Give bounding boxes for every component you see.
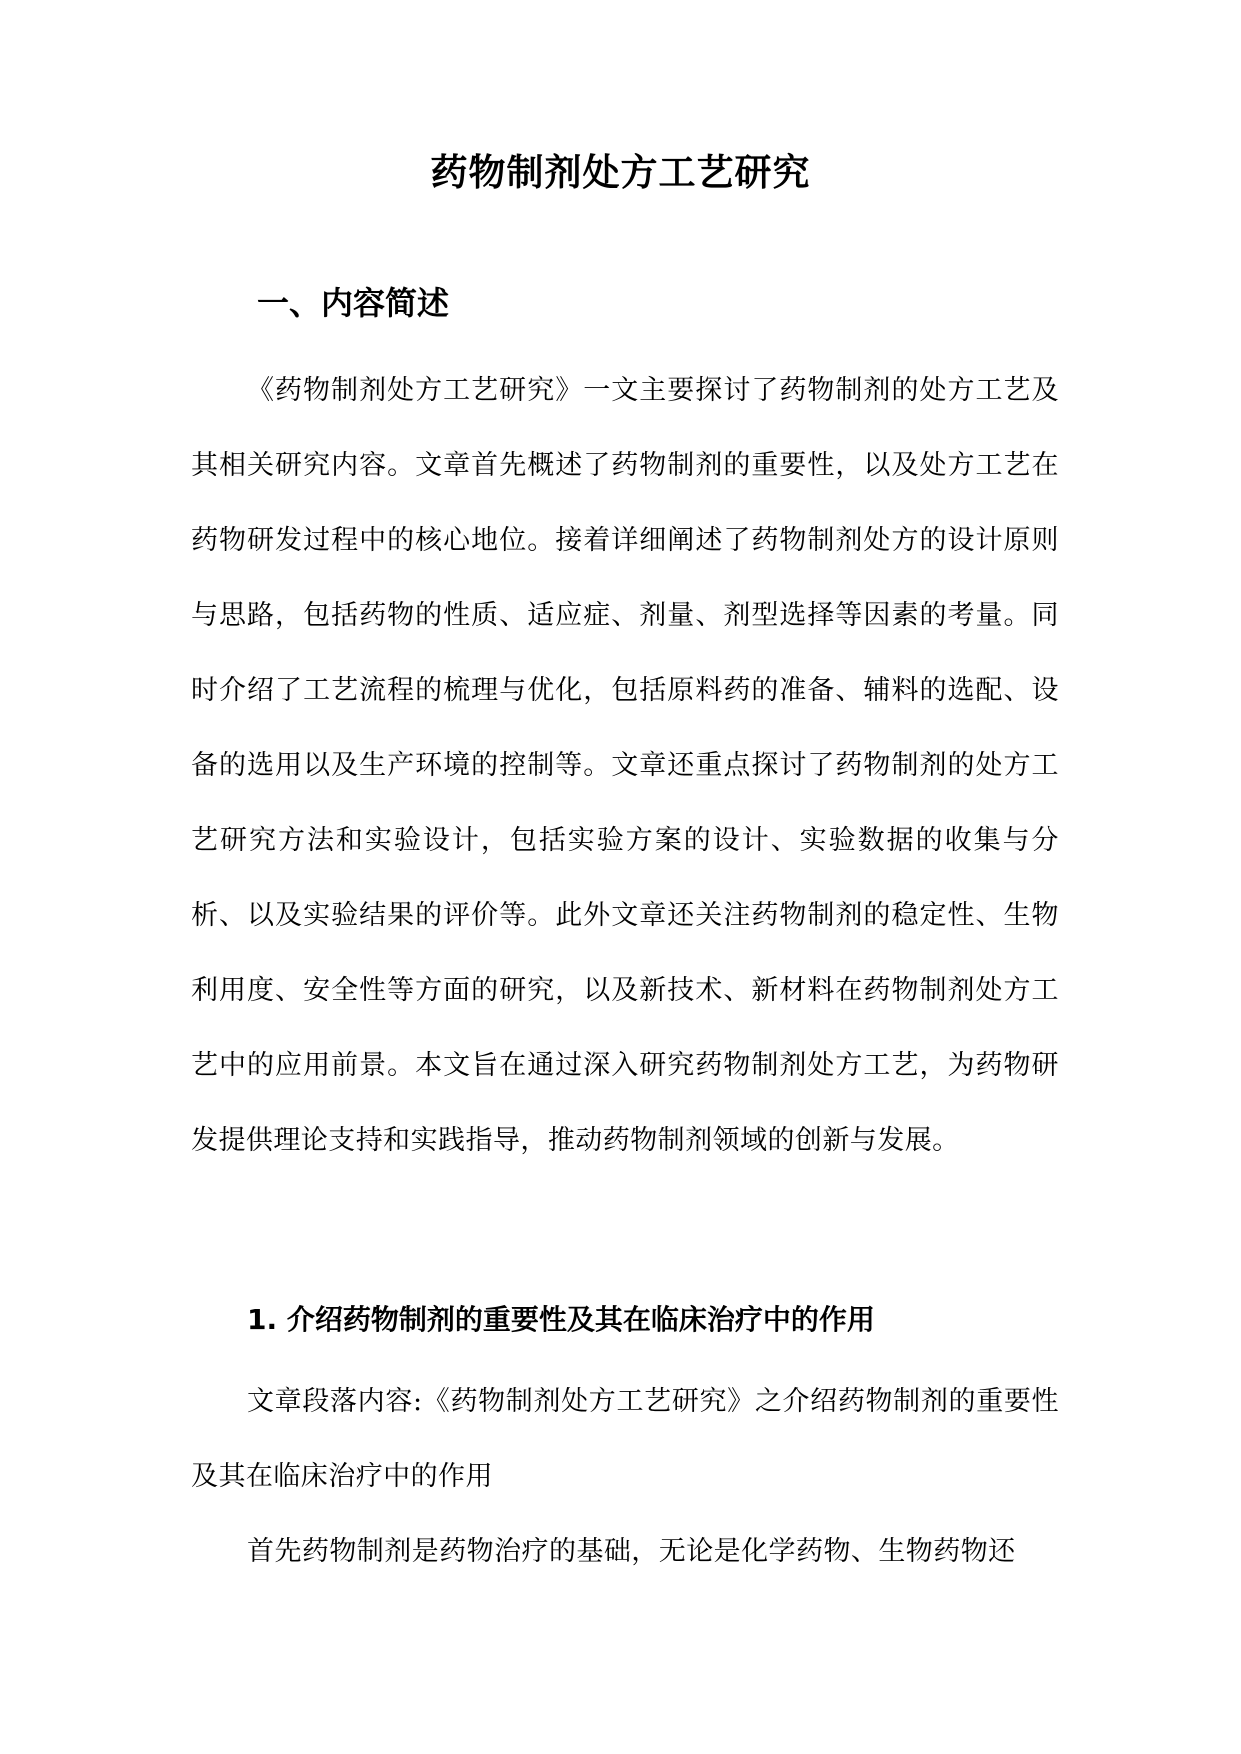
summary-paragraph: 《药物制剂处方工艺研究》一文主要探讨了药物制剂的处方工艺及其相关研究内容。文章首先概述了药物制剂的重要性，以及处方工艺在药物研发过程中的核心地位。接着详细阐述了药物制剂处方的设计原则与思路，包括药物的性质、适应症、剂量、剂型选择等因素的考量。同时介绍了工艺流程的梳理与优化，包括原料药的准备、辅料的选配、设备的选用以及生产环境的控制等。文章还重点探讨了药物制剂的处方工艺研究方法和实验设计，包括实验方案的设计、实验数据的收集与分析、以及实验结果的评价等。此外文章还关注药物制剂的稳定性、生物利用度、安全性等方面的研究，以及新技术、新材料在药物制剂处方工艺中的应用前景。本文旨在通过深入研究药物制剂处方工艺，为药物研发提供理论支持和实践指导，推动药物制剂领域的创新与发展。	[191, 375, 1059, 1156]
subsection-paragraph-intro: 文章段落内容:《药物制剂处方工艺研究》之介绍药物制剂的重要性及其在临床治疗中的作用	[191, 1386, 1059, 1492]
document-title: 药物制剂处方工艺研究	[430, 151, 811, 194]
section-heading-summary: 一、内容简述	[257, 284, 450, 322]
subsection-heading-importance: 1. 介绍药物制剂的重要性及其在临床治疗中的作用	[247, 1303, 875, 1336]
subsection-paragraph-body: 首先药物制剂是药物治疗的基础，无论是化学药物、生物药物还	[247, 1536, 1016, 1567]
